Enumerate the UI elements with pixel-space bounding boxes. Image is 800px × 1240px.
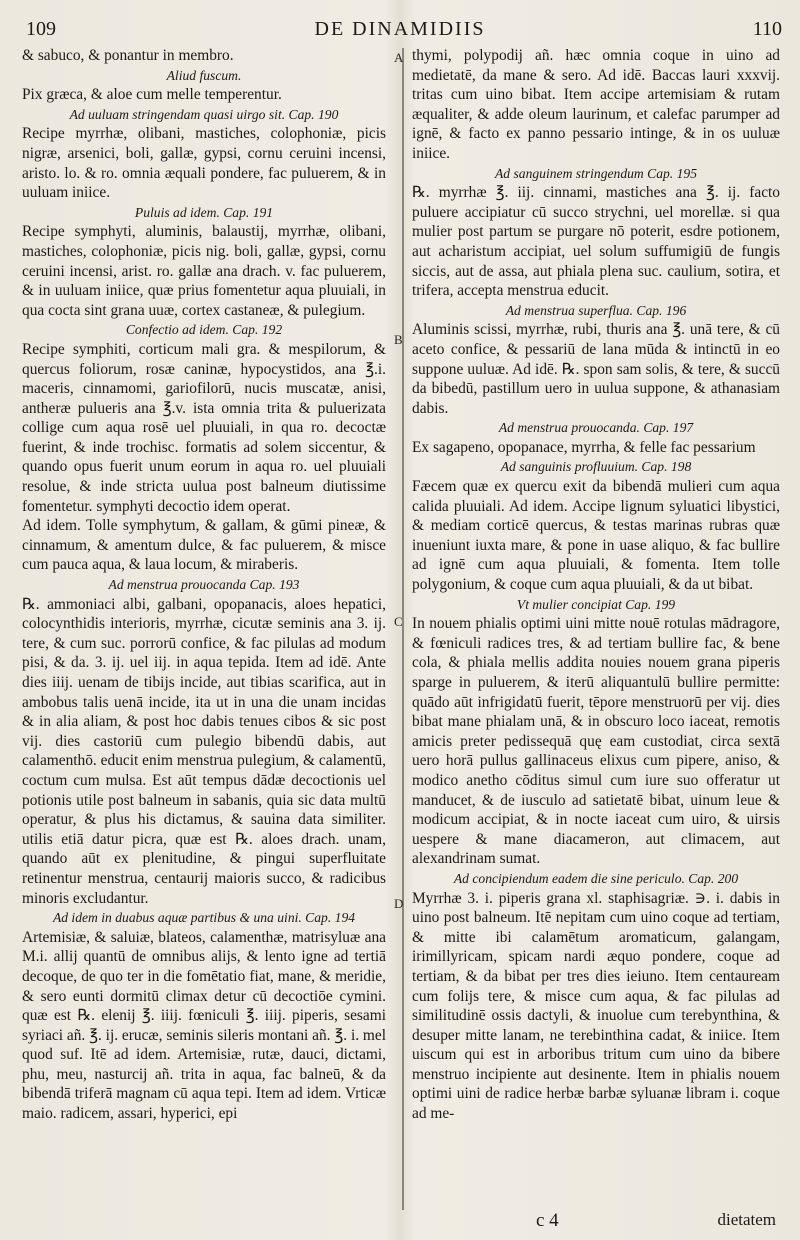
paragraph: Recipe symphiti, corticum mali gra. & mespilorum, & quercus foliorum, rosæ caninæ, hypocystidos, ana ℥.i. maceris, cinnamomi, gariofilorū, nucis muscatæ, anisi, antheræ pulueris ana ℥.v. ista omnia trita & puluerizata collige cum aqua rosē uel pluuiali, in qua ro. decoctæ fuerint, & inde trochisc. formatis ad solem siccentur, & quando opus fuerit unum eorum in aqua ro. uel pluuiali resolue, & inde stricta uulua post balneum diutissime fomentetur. symphyti decoctio idem operat. bbox=[22, 340, 386, 515]
paragraph: ℞. ammoniaci albi, galbani, opopanacis, aloes hepatici, colocynthidis interioris, myrrhæ, cicutæ seminis ana 3. ij. tere, & cum suc. porrorū confice, & fac pilulas ad modum pisi, & da. 3. ij. uel iij. in aqua tepida. Item ad idē. Ante dies iiij. uenam de tibijs incide, aut tibias scarifica, aut in ambobus talis uenā incide, ita ut in una die unam incidas & in alia aliam, & post hoc dabis tenues cibos & sic post vij. dies castoriū cum pulegio bibendū dabis, aut calamenthō. educit enim menstrua pulegium, & calamentū, coctum cum mulsa. Est aūt tempus dādæ decoctionis uel potionis utile post balneum in sabanis, quia sic data multū operatur, & plus his dictamus, & sauina data similiter. utilis etiā datur picra, quæ est ℞. aloes drach. unam, quando aūt ex plenitudine, & pingui superfluitate retinentur menstrua, centaurij maioris succo, & radicibus minoris excludantur. bbox=[22, 595, 386, 907]
chapter-heading: Aliud fuscum. bbox=[166, 67, 242, 83]
margin-letter-b: B bbox=[394, 332, 403, 347]
margin-letter-a: A bbox=[394, 50, 404, 65]
chapter-heading: Ad menstrua prouocanda. Cap. 197 bbox=[498, 420, 694, 436]
chapter-heading: Confectio ad idem. Cap. 192 bbox=[125, 322, 283, 338]
paragraph: & sabuco, & ponantur in membro. bbox=[22, 47, 234, 64]
page-footer bbox=[536, 1208, 776, 1232]
paragraph: Ex sagapeno, opopanace, myrrha, & felle fac pessarium bbox=[412, 438, 756, 456]
paragraph: Fæcem quæ ex quercu exit da bibendā mulieri cum aqua calida pluuiali. Ad idem. Accipe lignum syluatici libystici, & mediam corticē quercus, & testas marinas rubras quæ inueniunt iuxta mare, & pone in uase aliquo, & fac bullire ad ignē cum aqua pluuiali, & fomenta. Item tolle polygonium, & coque cum aqua pluuiali, & da ut bibat. bbox=[412, 478, 780, 594]
paragraph: Ad idem. Tolle symphytum, & gallam, & gūmi pineæ, & cinnamum, & amentum dulce, & fac puluerem, & misce cum pauca aqua, & laua locum, & miraberis. bbox=[22, 517, 386, 574]
left-page-number: 109 bbox=[26, 18, 56, 40]
chapter-heading: Puluis ad idem. Cap. 191 bbox=[134, 204, 274, 220]
paragraph: In nouem phialis optimi uini mitte nouē rotulas mādragore, & fœniculi radices tres, & ad tertiam bullire fac, & bene cola, & phiala mellis addita nouies nouem grana piperis sparge in puluerem, & iterū aliquantulū bullire permitte: quādo aūt infrigidatū fuerit, tēpore menstruorū per vij. dies bibat mane phialam unā, & in obscuro loco iaceat, remotis amicis preter pedissequā quę eam custodiat, circa sextā uero horā pullus gallinaceus elixus cum pipere, aniso, & modico anetho cōditus simul cum iure suo offeratur ut manducet, & de iusculo ad satietatē bibat, uinum leue & modicum accipiat, & in nocte iaceat cum uiro, & uirsis uespere & mane diacameron, aut climacem, aut alexandrinam sumat. bbox=[412, 615, 780, 868]
chapter-heading: Ad sanguinem stringendum Cap. 195 bbox=[494, 165, 697, 181]
catchword: dietatem bbox=[717, 1210, 776, 1229]
paragraph: Myrrhæ 3. i. piperis grana xl. staphisagriæ. ∋. i. dabis in uino post balneum. Itē nepitam cum uino coque ad tertiam, & mitte ibi calamētum aromaticum, galangam, irimillyricam, spicam nardi æquo pondere, coque ad tertiam, & da bibat per tres dies ieiuno. Item centauream cum folijs tere, & misce cum aqua, & fac pilulas ad similitudinē ossis dactyli, & inuolue cum terebynthina, & desuper mitte lanam, ne terebinthina cadat, & iniice. Item uiscum qui est in arboribus tritum cum uino da bibere menstruo incipiente aut desinente. Item in phialis nouem optimi uini de radice herbæ barbæ syluanæ libram i. coque ad me- bbox=[412, 889, 780, 1123]
chapter-heading: Vt mulier concipiat Cap. 199 bbox=[516, 596, 676, 612]
chapter-heading: Ad concipiendum eadem die sine periculo. Cap. 200 bbox=[453, 870, 739, 886]
margin-letter-c: C bbox=[394, 614, 403, 629]
margin-letter-d: D bbox=[394, 896, 404, 911]
signature-mark: c 4 bbox=[536, 1210, 559, 1231]
paragraph: Artemisiæ, & saluiæ, blateos, calamenthæ, matrisyluæ ana M.i. allij quantū de omnibus alijs, & lento igne ad tertiā decoque, de quo ter in die fomētatio fiat, mane, & meridie, & sero eunti dormitū climax detur cū decoctiōe cymini. quæ est ℞. elenij ℥. iiij. fœniculi ℥. iiij. piperis, sesami syriaci añ. ℥. ij. erucæ, seminis sileris montani añ. ℥. i. mel quod suf. Itē ad idem. Artemisiæ, rutæ, dauci, dictami, phu, meu, nasturcij añ. trita in aqua, fac balneū, & da bibendā triferā magnam cū aqua tepi. Item ad idem. Vrticæ maio. radicem, assari, hyperici, epi bbox=[22, 928, 386, 1123]
chapter-heading: Ad idem in duabus aquæ partibus & una uini. Cap. 194 bbox=[52, 910, 356, 926]
chapter-heading: Ad menstrua prouocanda Cap. 193 bbox=[108, 577, 300, 593]
paragraph: Aluminis scissi, myrrhæ, rubi, thuris ana ℥. unā tere, & cū aceto confice, & pessariū de lana mūda & intinctū in eo suppone uuluæ. Ad idē. ℞. spon sam solis, & tere, & succū da bibedū, pastillum uero in uulua suppone, & athanasiam dabis. bbox=[412, 321, 780, 417]
paragraph: Recipe symphyti, aluminis, balaustij, myrrhæ, olibani, mastiches, colophoniæ, picis nig. boli, gallæ, gypsi, cornu ceruini incensi, arist. ro. gallæ ana drach. v. fac puluerem, & in uuluam iniice, quæ prius fomentetur aqua pluuiali, in qua cocta sint grana uuæ, cortex castaneæ, & pulegium. bbox=[22, 223, 386, 319]
running-title: DE DINAMIDIIS bbox=[314, 18, 486, 40]
right-page-number: 110 bbox=[752, 18, 782, 40]
paragraph: Recipe myrrhæ, olibani, mastiches, colophoniæ, picis nigræ, arsenici, boli, gallæ, gypsi, cornu ceruini incensi, aristo. lo. & ro. omnia æquali pondere, fac puluerem, & in uuluam iniice. bbox=[22, 125, 386, 202]
chapter-heading: Ad menstrua superflua. Cap. 196 bbox=[505, 302, 687, 318]
paragraph: ℞. myrrhæ ℥. iij. cinnami, mastiches ana ℥. ij. facto puluere accipiatur cū succo strychni, uel morellæ. si qua mulier post partum se purgare nō poterit, esdre potionem, aut acharistum accipiat, uel solum suffumigiū de fungis siccis, aut de assa, aut phiala plena suc. caulium, sotira, et trifera, accepta menstrua educit. bbox=[412, 184, 780, 300]
running-head bbox=[0, 14, 800, 44]
chapter-heading: Ad sanguinis profluuium. Cap. 198 bbox=[500, 459, 692, 475]
right-column bbox=[412, 46, 780, 1204]
left-column bbox=[22, 46, 386, 1204]
paragraph: thymi, polypodij añ. hæc omnia coque in uino ad medietatē, da mane & sero. Ad idē. Baccas lauri xxxvij. tritas cum uino bibat. Item accipe artemisiam & rutam æqualiter, & adde oleum laurinum, et calefac parumper ad ignē, & facto ex panno pessario intinge, & in os uuluæ iniice. bbox=[412, 47, 780, 162]
chapter-heading: Ad uuluam stringendam quasi uirgo sit. Cap. 190 bbox=[69, 106, 339, 122]
paragraph: Pix græca, & aloe cum melle temperentur. bbox=[22, 86, 282, 104]
